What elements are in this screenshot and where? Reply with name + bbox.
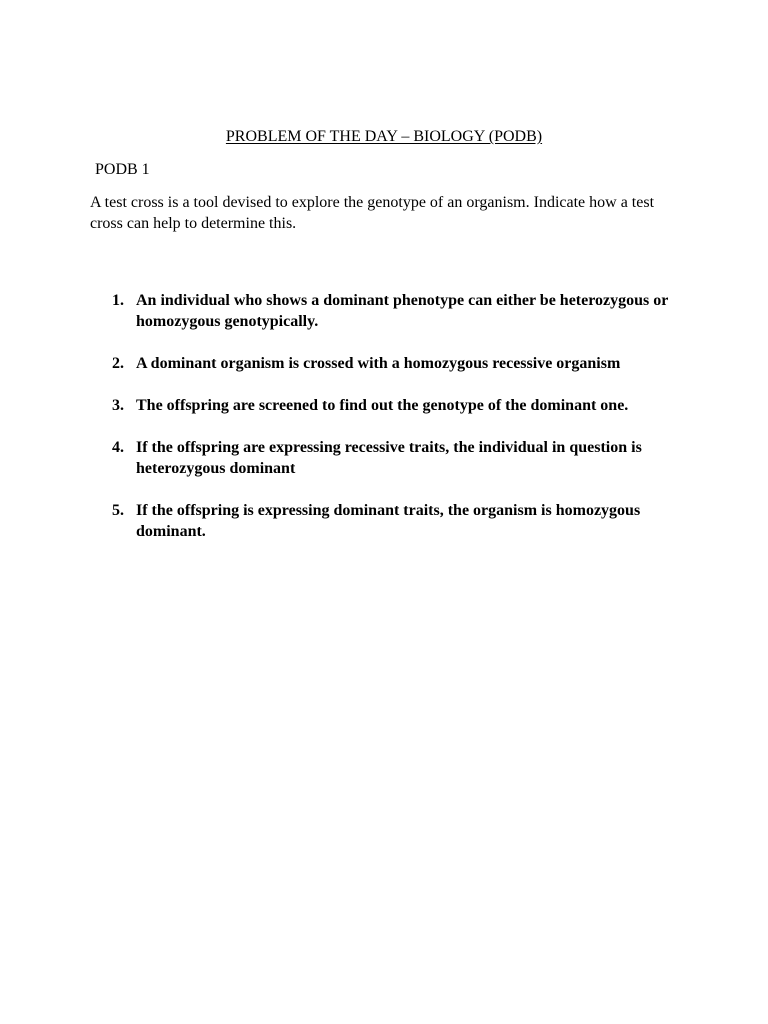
document-title: PROBLEM OF THE DAY – BIOLOGY (PODB) bbox=[225, 128, 543, 145]
answer-text: If the offspring are expressing recessive traits, the individual in question is heterozygous dominant bbox=[136, 439, 642, 477]
answer-item-5 bbox=[90, 500, 690, 542]
answer-item-2 bbox=[90, 353, 690, 374]
answer-item-1 bbox=[90, 290, 690, 332]
answer-number: 2. bbox=[112, 355, 124, 372]
answer-item-4 bbox=[90, 437, 690, 479]
question-text: A test cross is a tool devised to explore the genotype of an organism. Indicate how a test cross can help to determine this. bbox=[90, 194, 655, 232]
answer-text: The offspring are screened to find out the genotype of the dominant one. bbox=[136, 397, 629, 414]
answer-number: 3. bbox=[112, 397, 124, 414]
problem-label: PODB 1 bbox=[95, 161, 150, 178]
answer-number: 5. bbox=[112, 502, 124, 519]
answer-number: 4. bbox=[112, 439, 124, 456]
answer-text: A dominant organism is crossed with a homozygous recessive organism bbox=[136, 355, 621, 372]
answer-number: 1. bbox=[112, 292, 124, 309]
answer-text: An individual who shows a dominant phenotype can either be heterozygous or homozygous genotypically. bbox=[136, 292, 669, 330]
answer-item-3 bbox=[90, 395, 690, 416]
answer-text: If the offspring is expressing dominant traits, the organism is homozygous dominant. bbox=[136, 502, 641, 540]
answer-list bbox=[90, 290, 690, 563]
